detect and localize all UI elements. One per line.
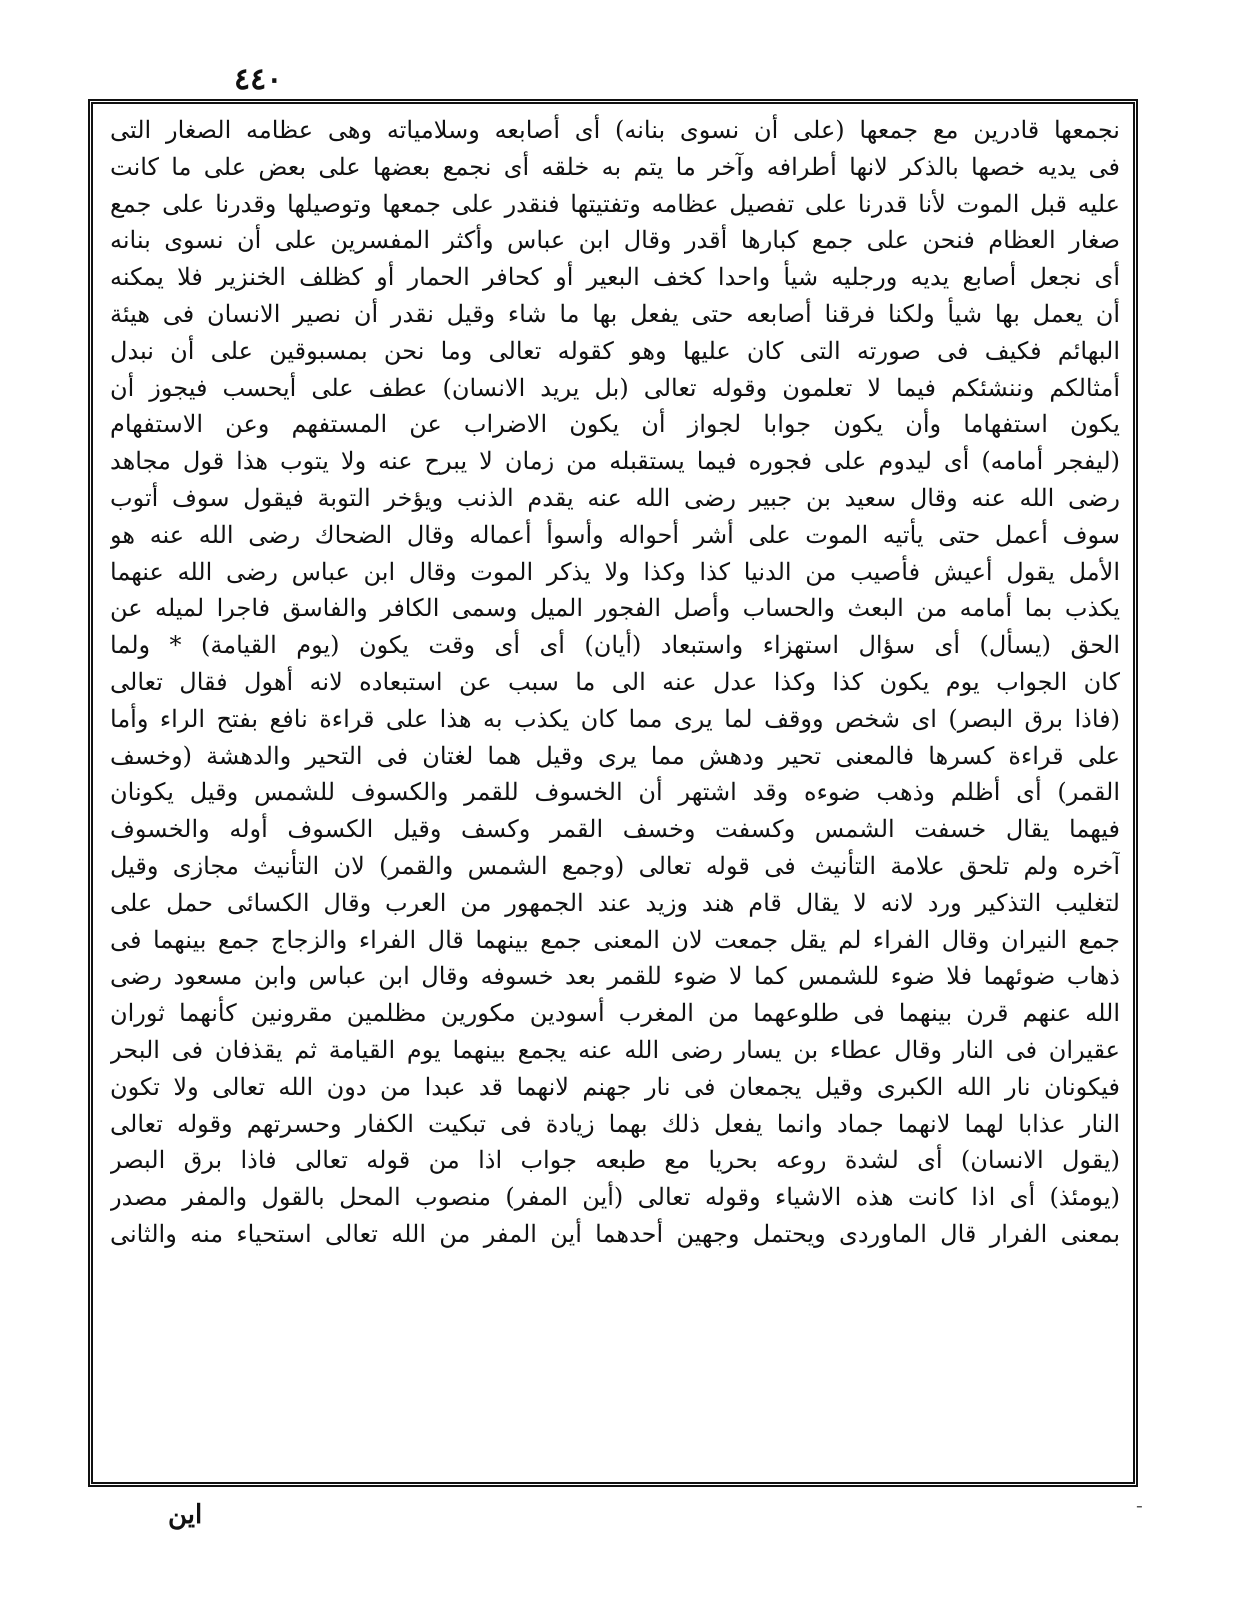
text-line: نجمعها قادرين مع جمعها (على أن نسوى بنانه) أى أصابعه وسلامياته وهى عظامه الصغار التى: [110, 116, 1120, 144]
text-line: رضى الله عنه وقال سعيد بن جبير رضى الله عنه يقدم الذنب ويؤخر التوبة فيقول سوف أتوب: [110, 483, 1120, 512]
main-text-block: [110, 112, 1120, 1474]
text-line: على قراءة كسرها فالمعنى تحير ودهش مما يرى وقيل هما لغتان فى التحير والدهشة (وخسف: [110, 741, 1120, 770]
text-line: ذهاب ضوئهما فلا ضوء للشمس كما لا ضوء للقمر بعد خسوفه وقال ابن عباس وابن مسعود رضى: [110, 962, 1120, 991]
text-line: القمر) أى أظلم وذهب ضوءه وقد اشتهر أن الخسوف للقمر والكسوف للشمس وقيل يكونان: [110, 778, 1120, 807]
text-line: بمعنى الفرار قال الماوردى ويحتمل وجهين أحدهما أين المفر من الله تعالى استحياء منه والثانى: [110, 1219, 1120, 1248]
text-line: جمع النيران وقال الفراء لم يقل جمعت لان المعنى جمع بينهما قال الفراء والزجاج جمع بينهما فى: [110, 925, 1120, 954]
text-line: كان الجواب يوم يكون كذا وكذا عدل عنه الى ما سبب عن استبعاده لانه أهول فقال تعالى: [110, 667, 1120, 696]
text-line: آخره ولم تلحق علامة التأنيث فى قوله تعالى (وجمع الشمس والقمر) لان التأنيث مجازى وقيل: [110, 851, 1120, 880]
text-line: أن يعمل بها شيأ ولكنا فرقنا أصابعه حتى يفعل بها ما شاء وقيل نقدر أن نصير الانسان فى هيئة: [110, 299, 1120, 328]
text-line: عليه قبل الموت لأنا قدرنا على تفصيل عظامه وتفتيتها فنقدر على جمعها وتوصيلها وقدرنا على جمع: [110, 189, 1120, 218]
text-line: فى يديه خصها بالذكر لانها أطرافه وآخر ما يتم به خلقه أى نجمع بعضها على بعض على ما كانت: [110, 152, 1120, 181]
catchword: اين: [168, 1500, 203, 1530]
text-line: (ليفجر أمامه) أى ليدوم على فجوره فيما يستقبله من زمان لا يبرح عنه ولا يتوب هذا قول مجاهد: [110, 447, 1120, 476]
text-line: الأمل يقول أعيش فأصيب من الدنيا كذا وكذا ولا يذكر الموت وقال ابن عباس رضى الله عنهما: [110, 557, 1120, 586]
text-line: صغار العظام فنحن على جمع كبارها أقدر وقال ابن عباس وأكثر المفسرين على أن نسوى بنانه: [110, 226, 1120, 255]
page-number: ٤٤٠: [234, 62, 283, 97]
text-line: سوف أعمل حتى يأتيه الموت على أشر أحواله وأسوأ أعماله وقال الضحاك رضى الله عنه هو: [110, 520, 1120, 549]
text-line: (يومئذ) أى اذا كانت هذه الاشياء وقوله تعالى (أين المفر) منصوب المحل بالقول والمفر مصدر: [110, 1183, 1120, 1212]
text-line: عقيران فى النار وقال عطاء بن يسار رضى الله عنه يجمع بينهما يوم القيامة ثم يقذفان فى البحر: [110, 1035, 1120, 1064]
text-line: (يقول الانسان) أى لشدة روعه بحريا مع طبعه جواب اذا من قوله تعالى فاذا برق البصر: [110, 1146, 1120, 1175]
text-line: البهائم فكيف فى صورته التى كان عليها وهو كقوله تعالى وما نحن بمسبوقين على أن نبدل: [110, 336, 1120, 365]
edge-mark: -: [1136, 1493, 1143, 1517]
text-line: النار عذابا لهما لانهما جماد وانما يفعل ذلك بهما زيادة فى تبكيت الكفار وحسرتهم وقوله تعالى: [110, 1109, 1120, 1138]
text-line: أى نجعل أصابع يديه ورجليه شيأ واحدا كخف البعير أو كحافر الحمار أو كظلف الخنزير فلا يمكنه: [110, 263, 1120, 292]
text-line: يكون استفهاما وأن يكون جوابا لجواز أن يكون الاضراب عن المستفهم وعن الاستفهام: [110, 410, 1120, 439]
text-line: فيكونان نار الله الكبرى وقيل يجمعان فى نار جهنم لانهما قد عبدا من دون الله تعالى ولا تكون: [110, 1072, 1120, 1101]
text-line: (فاذا برق البصر) اى شخص ووقف لما يرى مما كان يكذب به هذا على قراءة نافع بفتح الراء وأما: [110, 704, 1120, 733]
text-line: فيهما يقال خسفت الشمس وكسفت وخسف القمر وكسف وقيل الكسوف أوله والخسوف: [110, 815, 1120, 844]
text-line: يكذب بما أمامه من البعث والحساب وأصل الفجور الميل وسمى الكافر والفاسق فاجرا لميله عن: [110, 594, 1120, 623]
text-line: الله عنهم قرن بينهما فى طلوعهما من المغرب أسودين مكورين مظلمين مقرونين كأنهما ثوران: [110, 999, 1120, 1028]
text-line: لتغليب التذكير ورد لانه لا يقال قام هند وزيد عند الجمهور من العرب وقال الكسائى حمل على: [110, 888, 1120, 917]
text-line: الحق (يسأل) أى سؤال استهزاء واستبعاد (أيان) أى أى وقت يكون (يوم القيامة) * ولما: [110, 631, 1120, 660]
text-line: أمثالكم وننشئكم فيما لا تعلمون وقوله تعالى (بل يريد الانسان) عطف على أيحسب فيجوز أن: [110, 373, 1120, 402]
